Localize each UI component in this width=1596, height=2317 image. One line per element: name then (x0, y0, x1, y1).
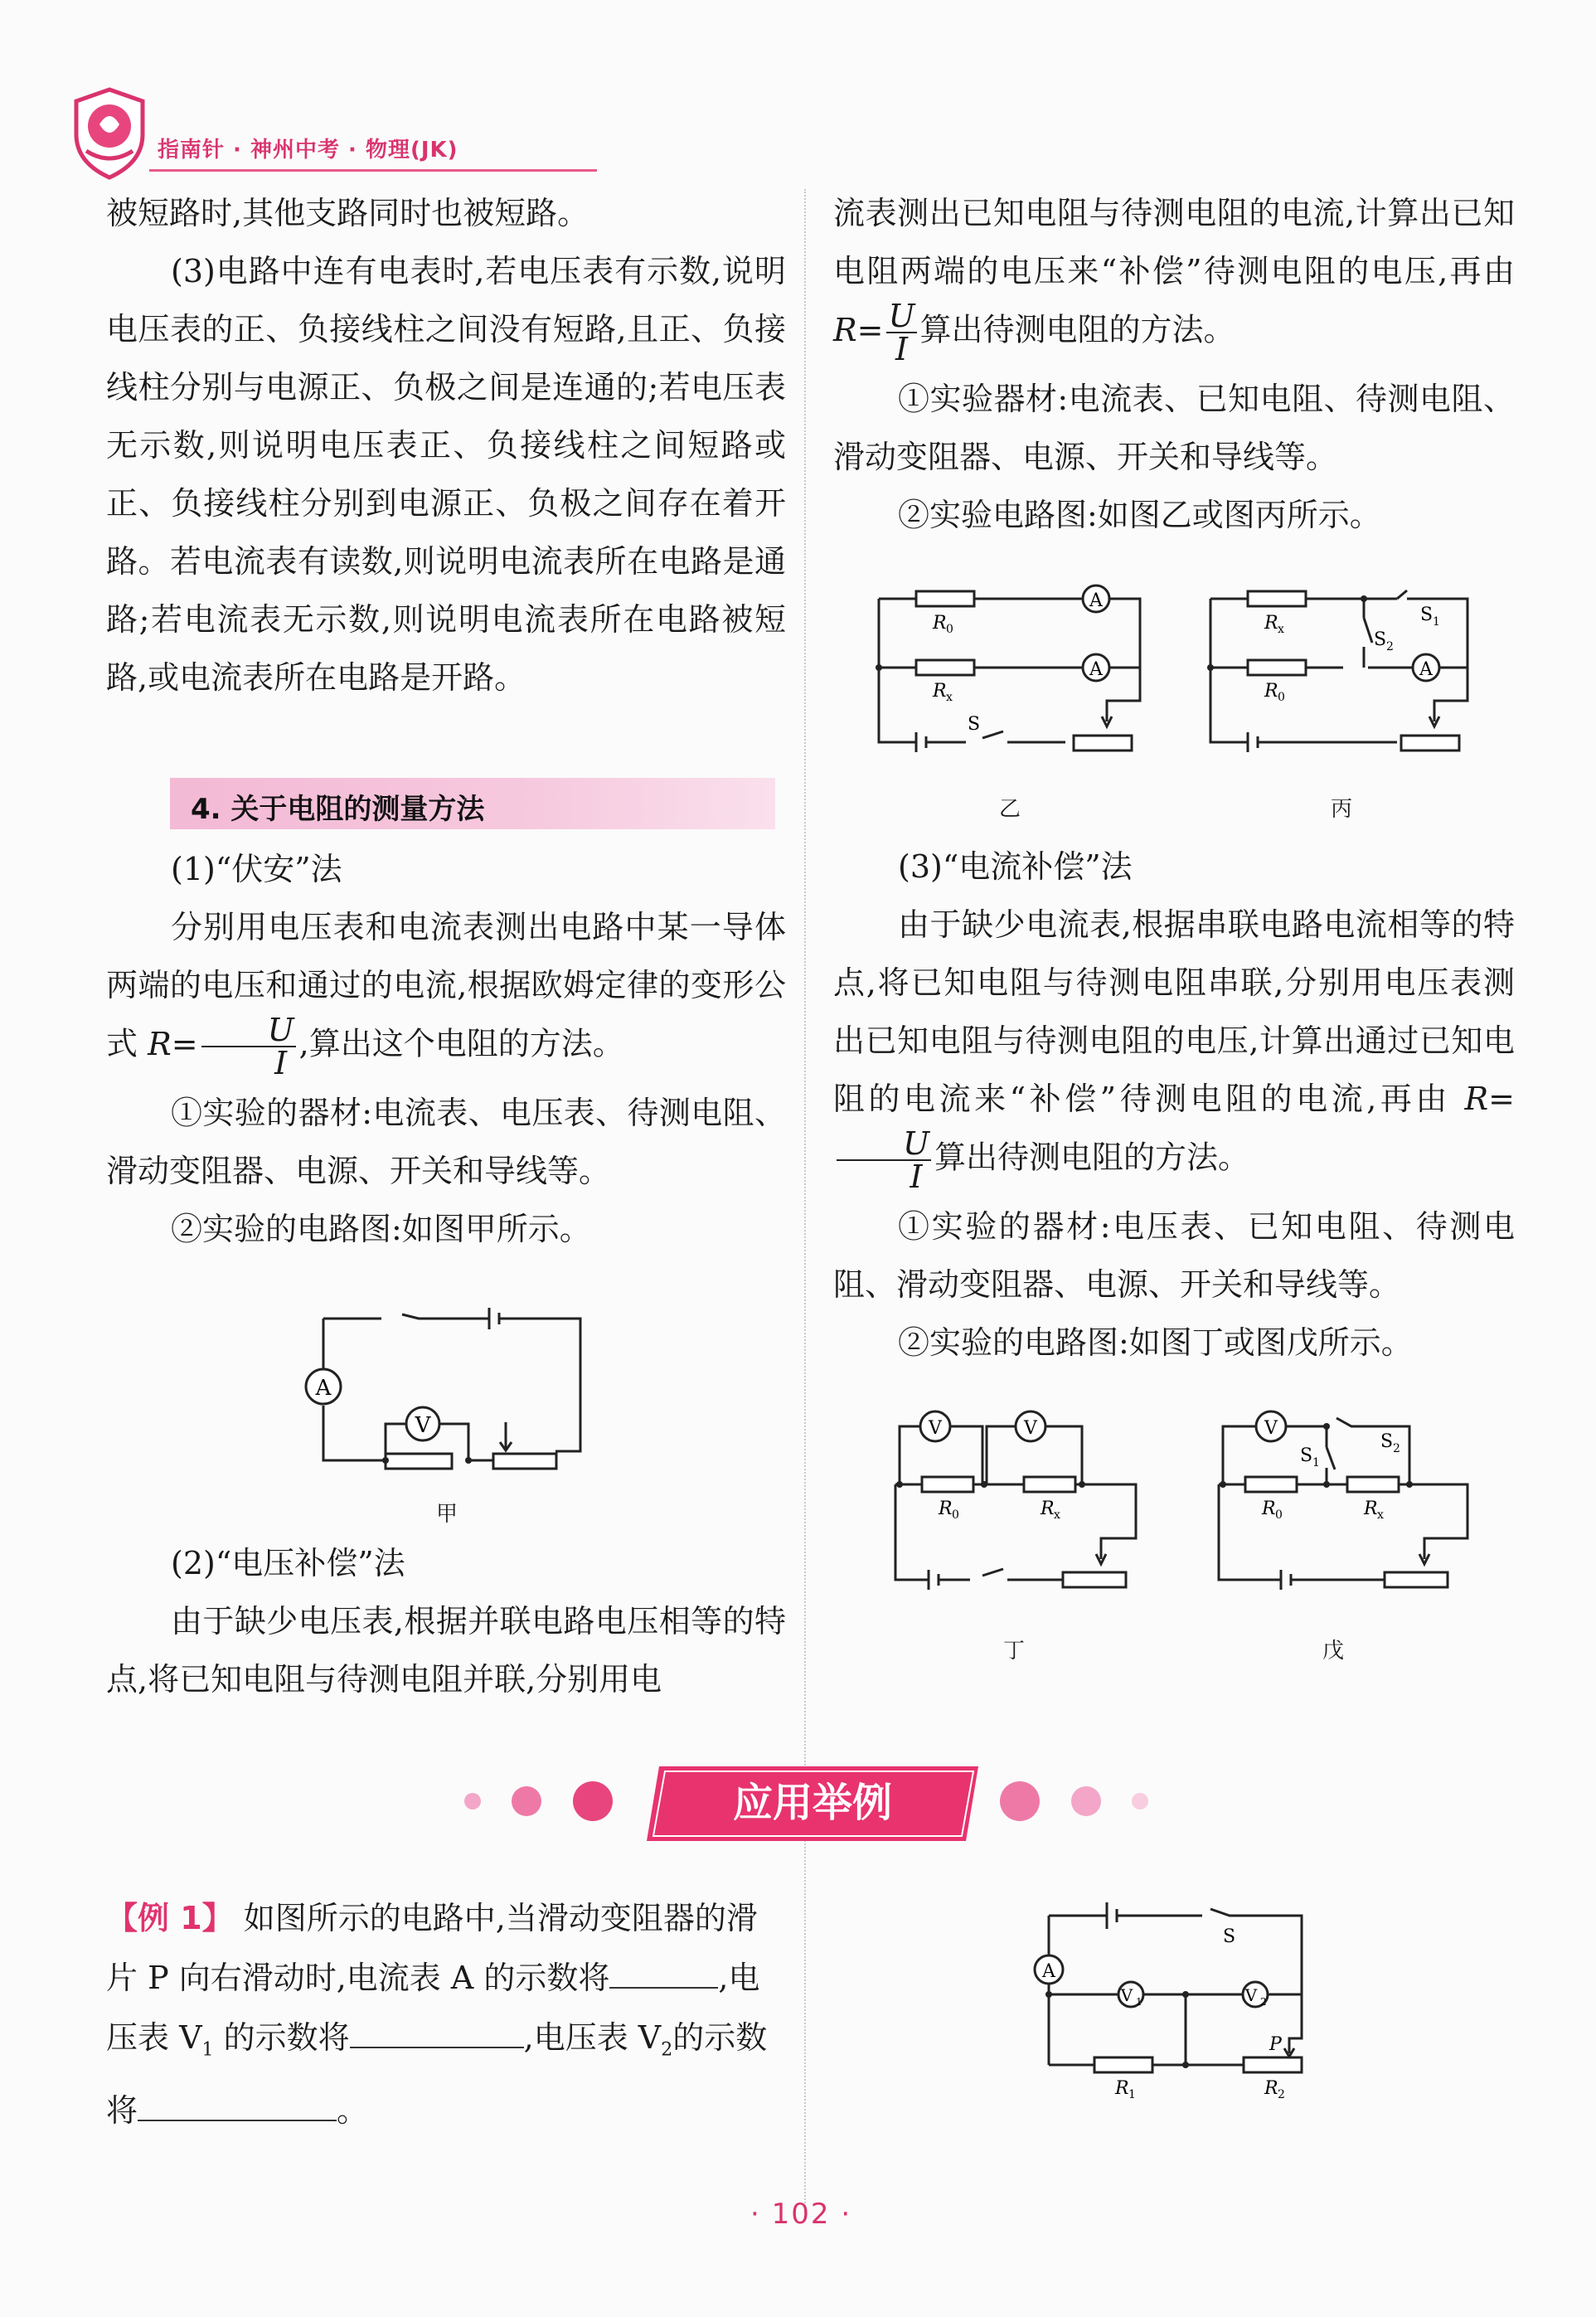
svg-text:V: V (1264, 1418, 1278, 1439)
svg-text:A: A (1089, 659, 1103, 680)
ammeter-label: A (315, 1376, 332, 1401)
answer-blank-1[interactable] (609, 1959, 656, 1989)
svg-text:V: V (1024, 1418, 1037, 1439)
paragraph-short-circuit-end: 被短路时,其他支路同时也被短路。 (106, 195, 589, 231)
svg-text:0: 0 (1278, 691, 1285, 704)
svg-text:R: R (1115, 2078, 1129, 2099)
svg-text:S: S (1420, 605, 1433, 625)
svg-text:0: 0 (1275, 1508, 1283, 1522)
left-column-methods (106, 840, 786, 1258)
svg-text:R: R (1264, 681, 1278, 702)
svg-text:R: R (1264, 613, 1278, 634)
svg-text:R: R (933, 613, 947, 634)
svg-text:R: R (1264, 2078, 1278, 2099)
circuit-example (1024, 1891, 1314, 2115)
method3-text: 由于缺少电流表,根据串联电路电流相等的特点,将已知电阻与待测电阻串联,分别用电压表测出已知电阻与待测电阻的电压,计算出通过已知电阻的电流来“补偿”待测电阻的电流,再由 R= $\frac{U}{I}$ 算出待测电阻的方法。 (833, 906, 1515, 1195)
svg-text:2: 2 (1260, 1996, 1267, 2008)
circuit-ding (879, 1401, 1152, 1609)
svg-text:2: 2 (1393, 1442, 1400, 1455)
banner-decoration (448, 1758, 1177, 1849)
method2-title: (2)“电压补偿”法 (171, 1545, 405, 1581)
banner-title: 应用举例 (732, 1780, 893, 1826)
svg-text:R: R (1364, 1499, 1378, 1519)
svg-text:V: V (1244, 1985, 1258, 2005)
svg-text:1: 1 (1312, 1456, 1320, 1469)
method3-title: (3)“电流补偿”法 (898, 848, 1133, 885)
method1-title: (1)“伏安”法 (171, 851, 342, 887)
svg-text:A: A (1042, 1961, 1055, 1982)
header-title: 指南针 · 神州中考 · 物理(JK) (158, 138, 458, 163)
circuit-yi (866, 580, 1148, 771)
svg-text:A: A (1089, 590, 1103, 611)
left-column (106, 184, 786, 707)
header-divider (149, 169, 597, 172)
figure-caption-wu: 戊 (1322, 1639, 1345, 1664)
formula: R= $\frac{U}{I}$ (833, 298, 915, 367)
method2-circuit: ②实验电路图:如图乙或图丙所示。 (898, 497, 1381, 533)
svg-text:0: 0 (952, 1508, 959, 1522)
svg-text:2: 2 (1386, 640, 1394, 653)
svg-text:R: R (933, 681, 947, 702)
svg-text:1: 1 (1433, 615, 1440, 629)
figure-caption-bing: 丙 (1331, 797, 1353, 822)
svg-text:A: A (1419, 659, 1433, 680)
svg-text:S: S (1374, 629, 1387, 650)
section-heading: 4. 关于电阻的测量方法 (191, 793, 485, 826)
formula: R= $\frac{U}{I}$ (148, 1012, 294, 1081)
method2-text-cont: 流表测出已知电阻与待测电阻的电流,计算出已知电阻两端的电压来“补偿”待测电阻的电压,再由 R= $\frac{U}{I}$ 算出待测电阻的方法。 (833, 195, 1515, 367)
answer-blank-1b[interactable] (656, 1959, 718, 1989)
page-number: · 102 · (750, 2198, 852, 2231)
svg-text:R: R (1041, 1499, 1055, 1519)
svg-text:x: x (1377, 1508, 1384, 1522)
figure-caption-jia: 甲 (436, 1502, 458, 1527)
method3-equipment: ①实验的器材:电压表、已知电阻、待测电阻、滑动变阻器、电源、开关和导线等。 (833, 1208, 1515, 1303)
svg-text:R: R (939, 1499, 953, 1519)
method3-circuit: ②实验的电路图:如图丁或图戊所示。 (898, 1324, 1413, 1361)
method1-text: 分别用电压表和电流表测出电路中某一导体两端的电压和通过的电流,根据欧姆定律的变形公式 R= $\frac{U}{I}$ ,算出这个电阻的方法。 (106, 909, 786, 1081)
circuit-jia (298, 1298, 597, 1513)
svg-text:P: P (1269, 2034, 1282, 2055)
svg-text:1: 1 (1128, 2088, 1136, 2101)
svg-text:2: 2 (1278, 2088, 1285, 2101)
circuit-bing (1198, 580, 1480, 771)
method1-equipment: ①实验的器材:电流表、电压表、待测电阻、滑动变阻器、电源、开关和导线等。 (106, 1095, 786, 1189)
svg-text:S: S (1300, 1445, 1313, 1466)
svg-text:x: x (1054, 1508, 1060, 1522)
svg-text:S: S (968, 714, 981, 735)
method1-circuit: ②实验的电路图:如图甲所示。 (171, 1211, 591, 1247)
svg-text:V: V (929, 1418, 942, 1439)
svg-text:R: R (1262, 1499, 1276, 1519)
svg-text:V: V (1120, 1985, 1133, 2005)
svg-text:x: x (1278, 623, 1284, 636)
answer-blank-3[interactable] (138, 2091, 337, 2121)
column-divider (804, 189, 806, 2213)
left-column-method2 (106, 1534, 786, 1708)
paragraph-meters: (3)电路中连有电表时,若电压表有示数,说明电压表的正、负接线柱之间没有短路,且正、负接线柱分别与电源正、负极之间是连通的;若电压表无示数,则说明电压表正、负接线柱之间短路或正、负接线柱分别到电源正、负极之间存在着开路。若电流表有读数,则说明电流表所在电路是通路;若电流表无示数,则说明电流表所在电路被短路,或电流表所在电路是开路。 (106, 253, 786, 696)
svg-text:1: 1 (1136, 1996, 1142, 2008)
example-tag: 【例 1】 (106, 1900, 234, 1936)
method2-text-start: 由于缺少电压表,根据并联电路电压相等的特点,将已知电阻与待测电阻并联,分别用电 (106, 1603, 786, 1698)
svg-text:S: S (1380, 1431, 1394, 1452)
formula: R= $\frac{U}{I}$ (833, 1081, 1515, 1176)
svg-text:0: 0 (946, 623, 953, 636)
answer-blank-2[interactable] (350, 2018, 524, 2048)
circuit-wu (1202, 1401, 1484, 1609)
figure-caption-yi: 乙 (999, 797, 1021, 822)
right-column-top (833, 184, 1515, 544)
right-column-method3 (833, 838, 1515, 1372)
logo (68, 83, 151, 182)
svg-text:S: S (1223, 1926, 1236, 1947)
example-1 (106, 1888, 786, 2140)
voltmeter-label: V (415, 1413, 431, 1438)
svg-text:x: x (946, 691, 953, 704)
figure-caption-ding: 丁 (1003, 1639, 1026, 1664)
example-question: 【例 1】 如图所示的电路中,当滑动变阻器的滑片 P 向右滑动时,电流表 A 的示数将 ,电压表 $V_1$ 的示数将 ,电压表 $V_2$的示数将 。 (106, 1900, 768, 2129)
method2-equipment: ①实验器材:电流表、已知电阻、待测电阻、滑动变阻器、电源、开关和导线等。 (833, 381, 1515, 475)
